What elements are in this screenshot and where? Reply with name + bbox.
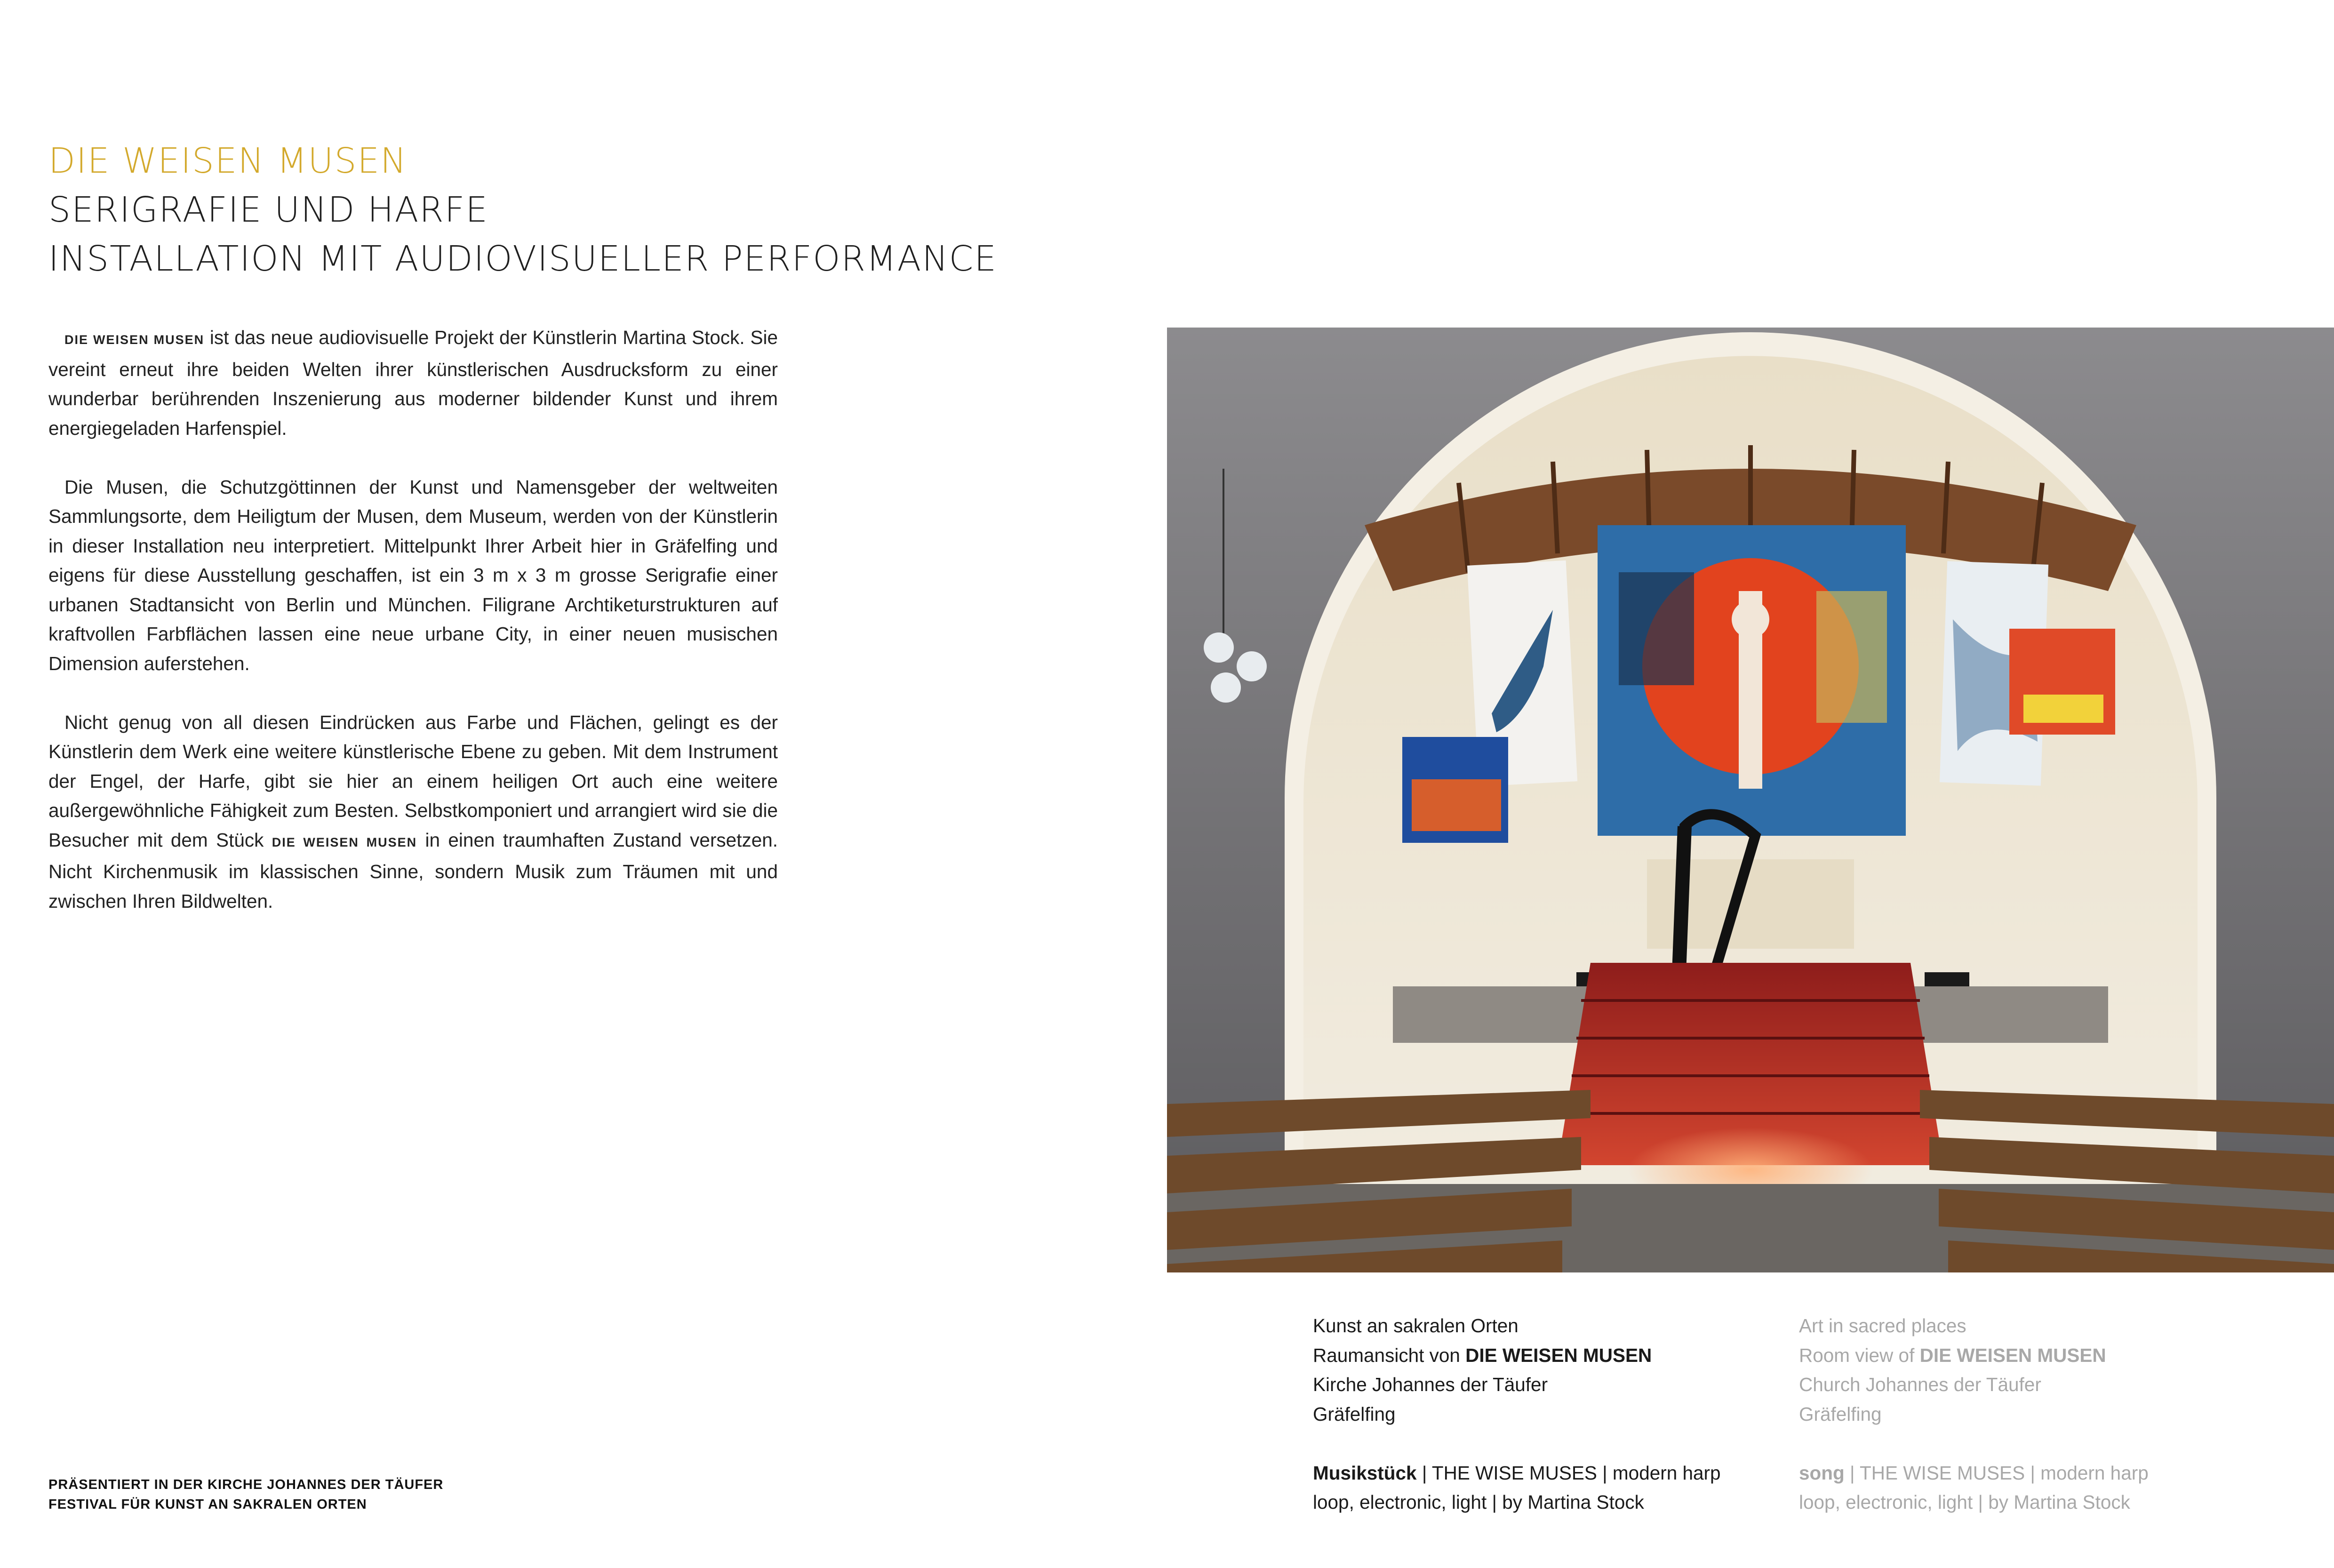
caption-line: loop, electronic, light | by Martina Stock — [1799, 1491, 2130, 1513]
caption-text: Room view of — [1799, 1344, 1920, 1366]
paragraph-1-text: ist das neue audiovisuelle Projekt der Künstlerin Martina Stock. Sie vereint erneut ihre beiden Welten ihrer künstlerischen Ausdrucksform zu einer wunderbar berührenden Inszenierung aus moderner bildender Kunst und ihrem energiegeladen Harfenspiel. — [48, 327, 778, 439]
project-name-inline: DIE WEISEN MUSEN — [272, 835, 417, 849]
caption-text: | THE WISE MUSES | modern harp — [1416, 1462, 1721, 1484]
footer-line-2: FESTIVAL FÜR KUNST AN SAKRALEN ORTEN — [48, 1497, 367, 1512]
caption-line — [1799, 1458, 2149, 1488]
church-installation-photo — [1167, 328, 2334, 1272]
footer-credit — [48, 1475, 443, 1514]
paragraph-3-text-b: in einen traumhaften Zustand versetzen. Nicht Kirchenmusik im klassischen Sinne, sondern Musik zum Träumen mit und zwischen Ihren Bildwelten. — [48, 829, 778, 912]
caption-line: Kunst an sakralen Orten — [1313, 1315, 1519, 1336]
caption-line: Kirche Johannes der Täufer — [1313, 1374, 1548, 1395]
pendant-lamp — [1204, 632, 1234, 663]
caption-title: DIE WEISEN MUSEN — [1919, 1344, 2106, 1366]
caption-line — [1313, 1341, 1721, 1370]
heading-title: DIE WEISEN MUSEN — [48, 141, 408, 181]
caption-german — [1313, 1311, 1721, 1517]
heading-subtitle: SERIGRAFIE UND HARFE — [48, 190, 489, 230]
caption-line: Gräfelfing — [1799, 1403, 1882, 1425]
page-heading — [48, 136, 997, 283]
photo-illustration — [1167, 328, 2334, 1272]
caption-line — [1799, 1341, 2149, 1370]
paragraph-3-text-a: Nicht genug von all diesen Eindrücken aus Farbe und Flächen, gelingt es der Künstlerin dem Werk eine weitere künstlerische Ebene zu geben. Mit dem Instrument der Engel, der Harfe, gibt sie hier an einem heiligen Ort auch eine weitere außergewöhnliche Fähigkeit zum Besten. Selbstkomponiert und arrangiert wird sie die Besucher mit dem Stück — [48, 711, 778, 851]
footer-line-1: PRÄSENTIERT IN DER KIRCHE JOHANNES DER TÄUFER — [48, 1477, 444, 1492]
caption-line: loop, electronic, light | by Martina Stock — [1313, 1491, 1644, 1513]
body-text — [48, 323, 778, 945]
paragraph-3 — [48, 708, 778, 916]
heading-subtitle-2: INSTALLATION MIT AUDIOVISUELLER PERFORMANCE — [48, 239, 998, 279]
paragraph-1 — [48, 323, 778, 443]
caption-line: Church Johannes der Täufer — [1799, 1374, 2041, 1395]
caption-label: Musikstück — [1313, 1462, 1417, 1484]
caption-line: Art in sacred places — [1799, 1315, 1966, 1336]
caption-line: Gräfelfing — [1313, 1403, 1396, 1425]
caption-english — [1799, 1311, 2149, 1517]
project-name-inline: DIE WEISEN MUSEN — [64, 333, 205, 347]
paragraph-2: Die Musen, die Schutzgöttinnen der Kunst und Namensgeber der weltweiten Sammlungsorte, dem Heiligtum der Musen, dem Museum, werden von der Künstlerin in dieser Installation neu interpretiert. Mittelpunkt Ihrer Arbeit hier in Gräfelfing und eigens für diese Ausstellung geschaffen, ist ein 3 m x 3 m grosse Serigrafie einer urbanen Stadtansicht von Berlin und München. Filigrane Archtiketurstrukturen auf kraftvollen Farbflächen lassen eine neue urbane City, in einer neuen musischen Dimension auferstehen. — [48, 476, 778, 674]
caption-text: Raumansicht von — [1313, 1344, 1466, 1366]
caption-text: | THE WISE MUSES | modern harp — [1844, 1462, 2149, 1484]
caption-label: song — [1799, 1462, 1845, 1484]
caption-line — [1313, 1458, 1721, 1488]
caption-title: DIE WEISEN MUSEN — [1465, 1344, 1652, 1366]
